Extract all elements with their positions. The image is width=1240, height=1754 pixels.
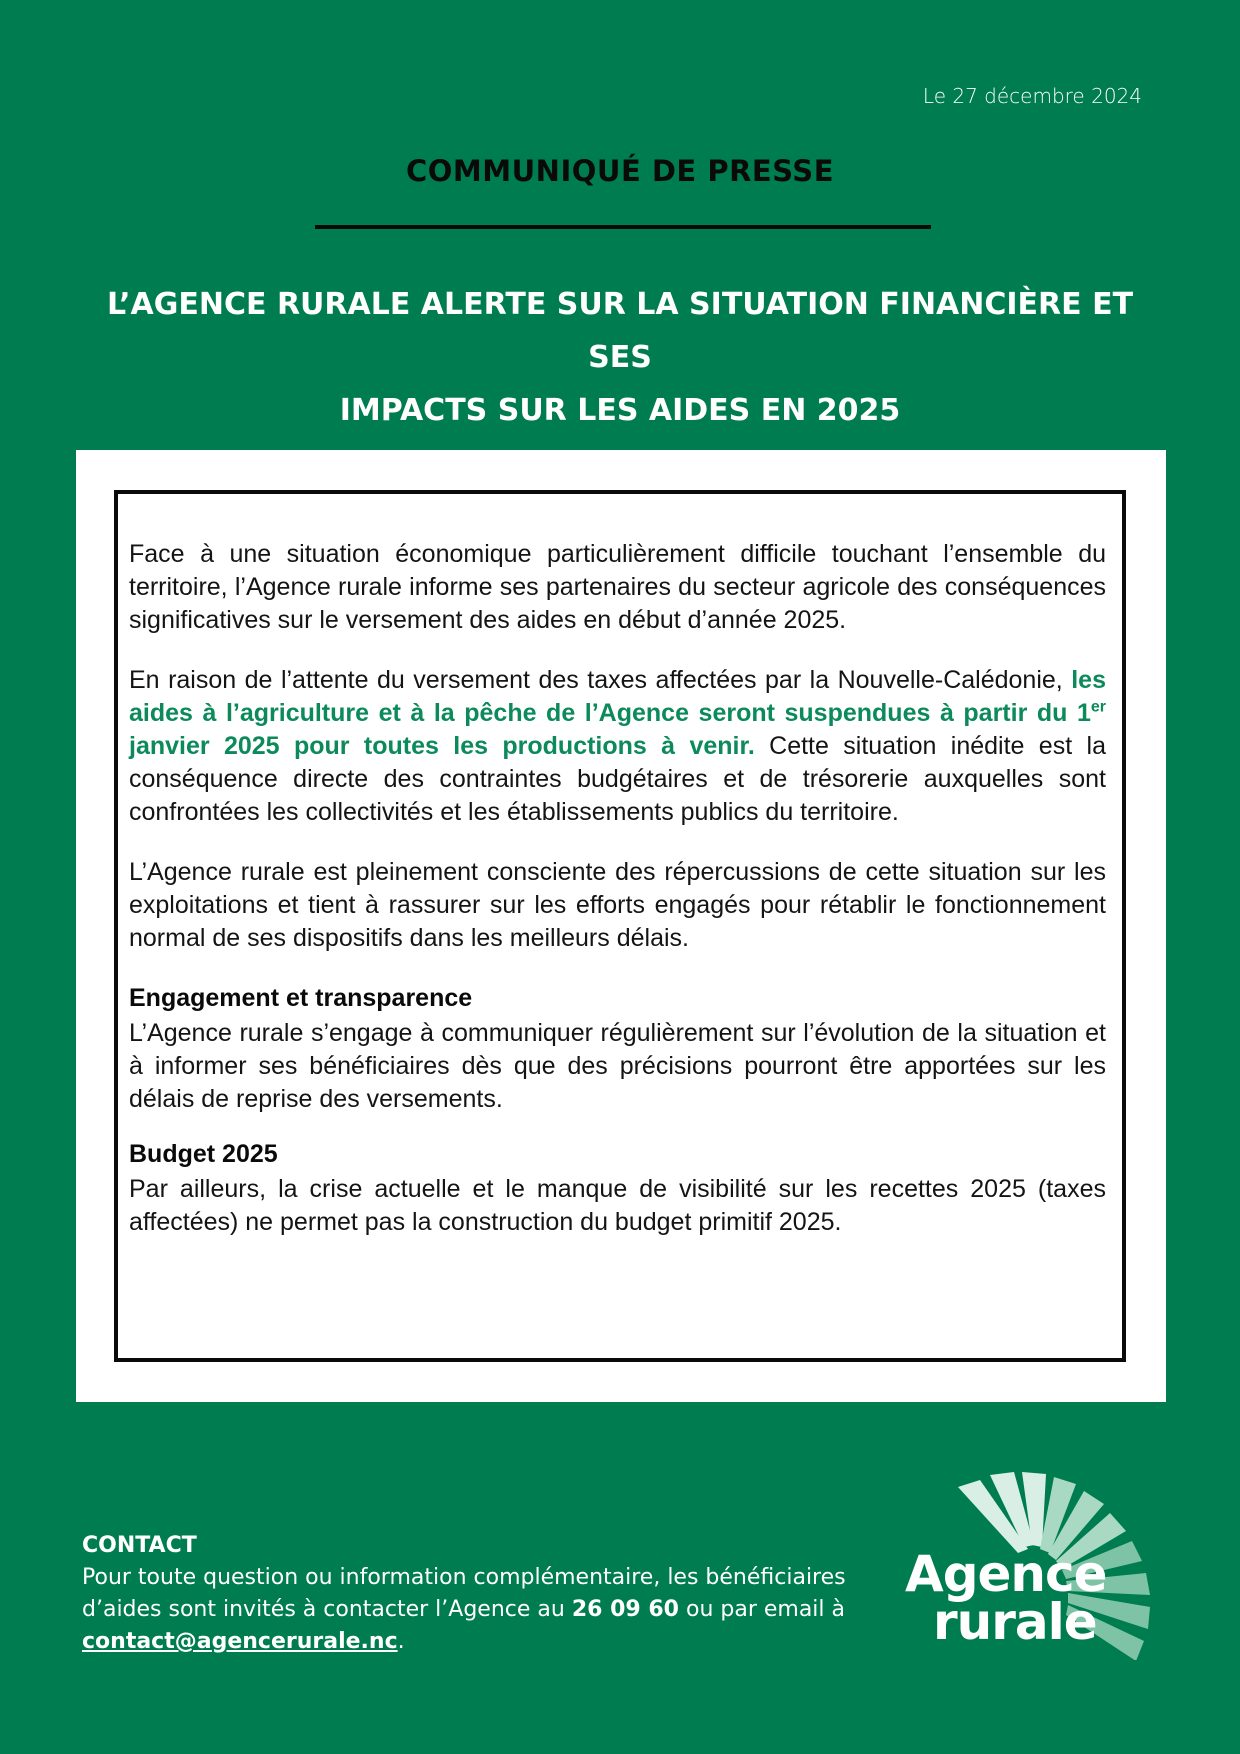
section-engagement	[129, 982, 1106, 1116]
paragraph-suspension	[129, 664, 1106, 829]
press-release-kicker: COMMUNIQUÉ DE PRESSE	[405, 154, 835, 188]
paragraph-awareness: L’Agence rurale est pleinement consciente des répercussions de cette situation sur les exploitations et tient à rassurer sur les efforts engagés pour rétablir le fonctionnement normal de ses dispositifs dans les meilleurs délais.	[129, 858, 1106, 952]
agence-rurale-logo	[895, 1460, 1155, 1660]
kicker-underline	[315, 225, 931, 229]
suspension-highlight-b: janvier 2025 pour toutes les productions à venir.	[129, 732, 755, 760]
section-budget	[129, 1138, 1106, 1239]
contact-text-b: ou par email à	[678, 1597, 846, 1622]
section-engagement-text: L’Agence rurale s’engage à communiquer régulièrement sur l’évolution de la situation et à informer ses bénéficiaires dès que des précisions pourront être apportées sur les délais de reprise des versements.	[129, 1019, 1106, 1113]
contact-text-a: Pour toute question ou information complémentaire, les bénéficiaires d’aides sont invités à contacter l’Agence au	[82, 1565, 846, 1622]
paragraph-suspension-rest: Cette situation inédite est la conséquence directe des contraintes budgétaires et de trésorerie auxquelles sont confrontées les collectivités et les établissements publics du territoire.	[129, 732, 1106, 826]
section-engagement-title: Engagement et transparence	[129, 984, 473, 1012]
contact-email-link[interactable]: contact@agencerurale.nc	[82, 1629, 398, 1654]
contact-text	[82, 1562, 862, 1658]
page-title	[80, 278, 1160, 437]
press-release-body	[129, 538, 1106, 1261]
section-budget-title: Budget 2025	[129, 1140, 278, 1168]
paragraph-situation: Face à une situation économique particulièrement difficile touchant l’ensemble du territoire, l’Agence rurale informe ses partenaires du secteur agricole des conséquences significatives sur le versement des aides en début d’année 2025.	[129, 540, 1106, 634]
contact-phone: 26 09 60	[571, 1597, 679, 1622]
section-budget-text: Par ailleurs, la crise actuelle et le manque de visibilité sur les recettes 2025 (taxes affectées) ne permet pas la construction du budget primitif 2025.	[129, 1175, 1106, 1236]
suspension-highlight-a: les aides à l’agriculture et à la pêche de l’Agence seront suspendues à partir du 1	[129, 666, 1106, 727]
contact-title: CONTACT	[82, 1533, 197, 1558]
logo-line-1: Agence	[905, 1545, 1107, 1603]
contact-text-c: .	[397, 1629, 405, 1654]
headline-line-1: L’AGENCE RURALE ALERTE SUR LA SITUATION FINANCIÈRE ET SES	[106, 287, 1134, 375]
press-release-date: Le 27 décembre 2024	[922, 84, 1142, 108]
headline-line-2: IMPACTS SUR LES AIDES EN 2025	[339, 393, 901, 428]
paragraph-suspension-intro: En raison de l’attente du versement des taxes affectées par la Nouvelle-Calédonie,	[129, 666, 1072, 694]
content-panel	[76, 450, 1166, 1402]
logo-wordmark	[905, 1545, 1107, 1651]
suspension-highlight-sup: er	[1090, 698, 1106, 716]
contact-block	[82, 1530, 862, 1658]
logo-line-2: rurale	[933, 1593, 1097, 1651]
